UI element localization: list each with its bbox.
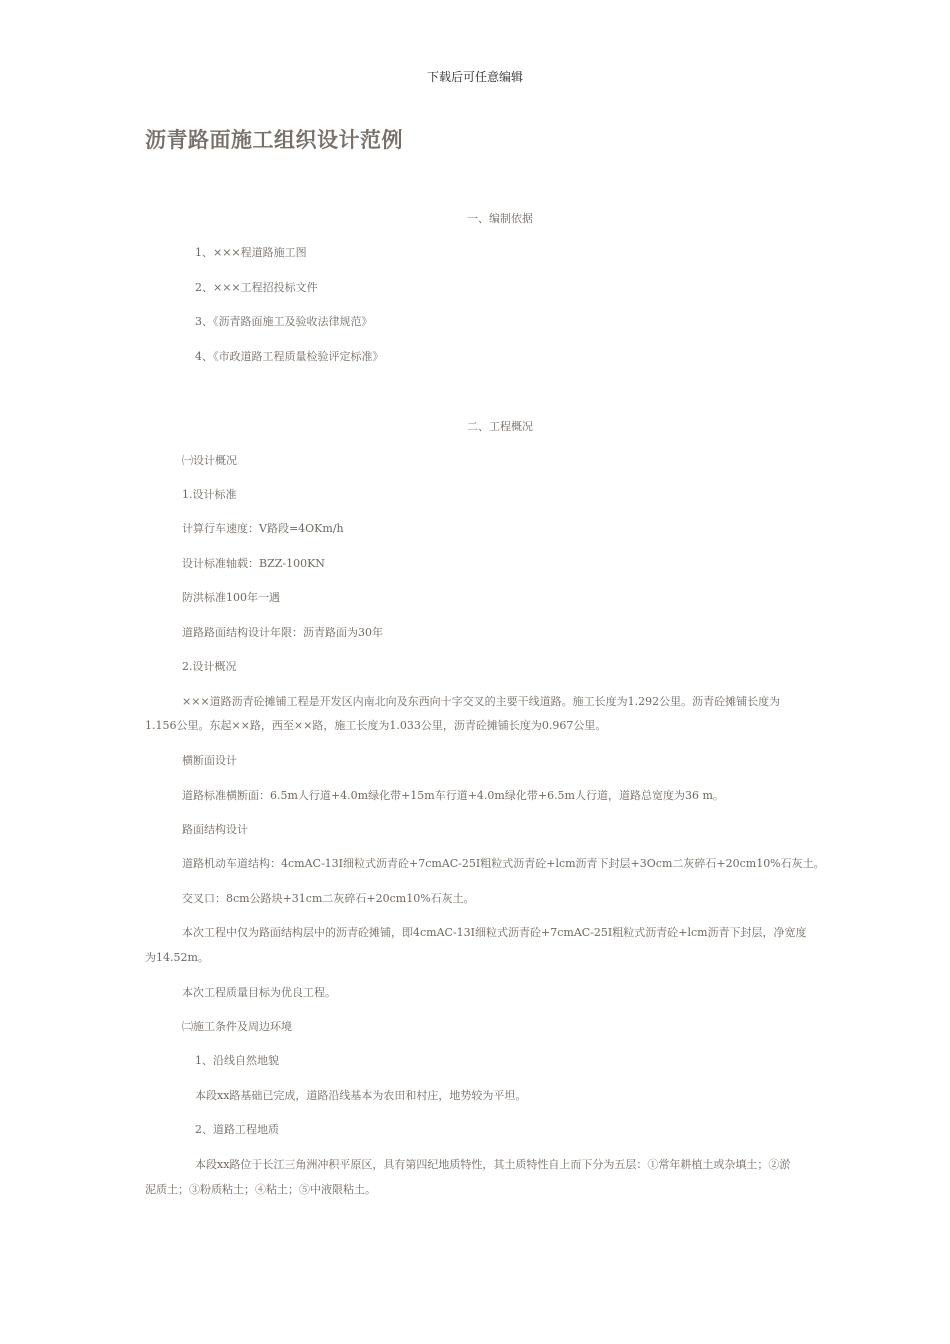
- scope-text-line2: 为14.52m。: [145, 951, 209, 964]
- pavement-title: 路面结构设计: [182, 823, 248, 836]
- flood-text: 防洪标准100年一遇: [182, 591, 280, 604]
- junction-text: 交叉口：8cm公路块+31cm二灰碎石+20cm10%石灰土。: [182, 892, 475, 905]
- basis-item: 2、×××工程招投标文件: [195, 281, 318, 294]
- geology-text-line1: 本段xx路位于长江三角洲冲积平原区，具有第四纪地质特性，其土质特性自上而下分为五层：①常年耕植土或杂填土；②淤: [195, 1158, 791, 1171]
- geology-text-line2: 泥质土；③粉质粘土；④粘土；⑤中液限粘土。: [145, 1183, 376, 1196]
- geology-title: 2、道路工程地质: [195, 1123, 279, 1136]
- section-heading-overview: 二、工程概况: [467, 420, 533, 433]
- overview-title: 2.设计概况: [182, 660, 237, 673]
- scope-text-line1: 本次工程中仅为路面结构层中的沥青砼摊铺，即4cmAC-13I细粒式沥青砼+7cmAC-25I粗粒式沥青砼+lcm沥青下封层，净宽度: [182, 926, 807, 939]
- document-title: 沥青路面施工组织设计范例: [145, 128, 403, 152]
- life-text: 道路路面结构设计年限：沥青路面为30年: [182, 626, 383, 639]
- quality-text: 本次工程质量目标为优良工程。: [182, 986, 336, 999]
- basis-item: 4、《市政道路工程质量检验评定标准》: [195, 350, 384, 363]
- pavement-text: 道路机动车道结构：4cmAC-13I细粒式沥青砼+7cmAC-25I粗粒式沥青砼+lcm沥青下封层+3Ocm二灰碎石+20cm10%石灰土。: [182, 857, 825, 870]
- subsection-conditions: ㈡施工条件及周边环境: [182, 1020, 292, 1033]
- overview-text-line1: ×××道路沥青砼摊铺工程是开发区内南北向及东西向十字交叉的主要干线道路。施工长度为1.292公里。沥青砼摊铺长度为: [182, 695, 781, 708]
- section-heading-basis: 一、编制依据: [467, 212, 533, 225]
- terrain-text: 本段xx路基础已完成，道路沿线基本为农田和村庄，地势较为平坦。: [195, 1089, 527, 1102]
- cross-section-title: 横断面设计: [182, 754, 237, 767]
- subsection-design: ㈠设计概况: [182, 454, 237, 467]
- header-note: 下载后可任意编辑: [426, 70, 523, 84]
- design-standard-title: 1.设计标准: [182, 488, 237, 501]
- terrain-title: 1、沿线自然地貌: [195, 1054, 279, 1067]
- cross-section-text: 道路标准横断面：6.5m人行道+4.0m绿化带+15m车行道+4.0m绿化带+6.5m人行道，道路总宽度为36 m。: [182, 789, 724, 802]
- speed-text: 计算行车速度：V路段=4OKm/h: [182, 522, 344, 535]
- overview-text-line2: 1.156公里。东起××路，西至××路，施工长度为1.033公里，沥青砼摊铺长度为0.967公里。: [145, 719, 607, 732]
- axle-text: 设计标准轴载：BZZ-100KN: [182, 557, 325, 570]
- basis-item: 1、×××程道路施工图: [195, 246, 307, 259]
- basis-item: 3、《沥青路面施工及验收法律规范》: [195, 315, 373, 328]
